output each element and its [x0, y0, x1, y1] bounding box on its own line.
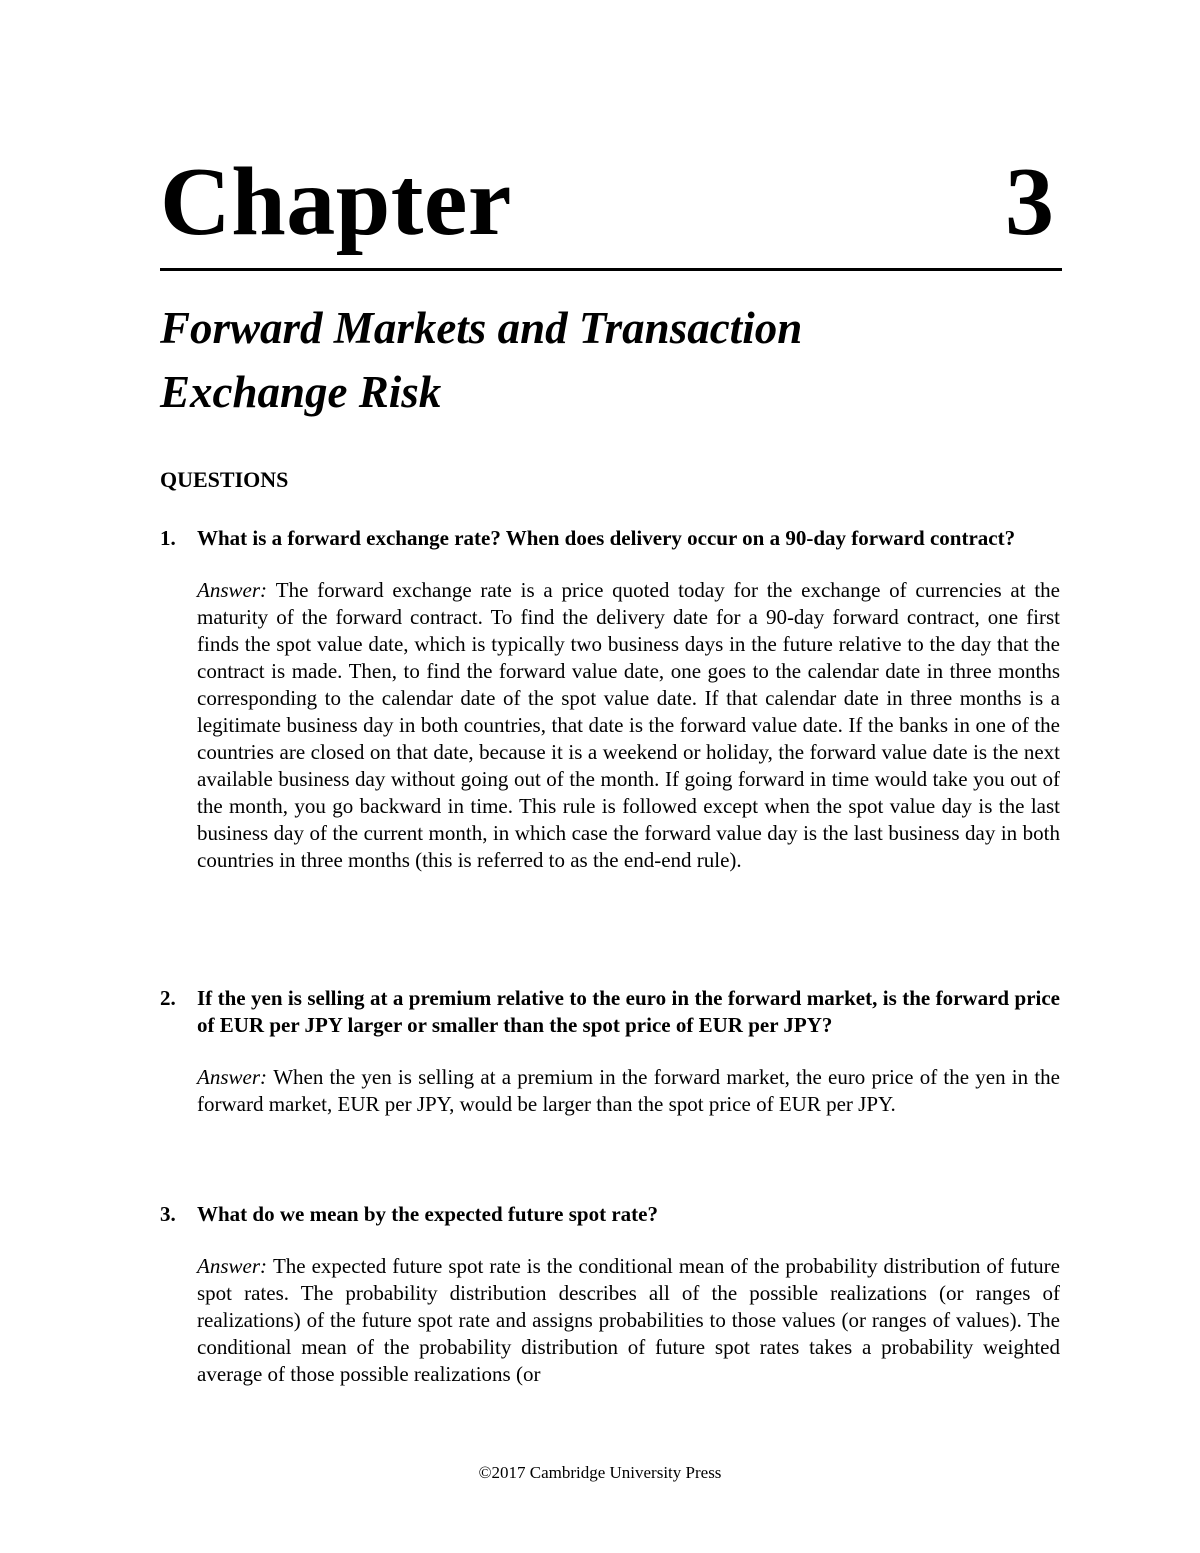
- question: [160, 1201, 1060, 1228]
- answer-text: The forward exchange rate is a price quoted today for the exchange of currencies at the maturity of the forward contract. To find the delivery date for a 90-day forward contract, one first finds the spot value date, which is typically two business days in the future relative to the day that the contract is made. Then, to find the forward value date, one goes to the calendar date in three months corresponding to the calendar date of the spot value date. If that calendar date in three months is a legitimate business day in both countries, that date is the forward value date. If the banks in one of the countries are closed on that date, because it is a weekend or holiday, the forward value date is the next available business day without going out of the month. If going forward in time would take you out of the month, you go backward in time. This rule is followed except when the spot value day is the last business day of the current month, in which case the forward value day is the last business day in both countries in three months (this is referred to as the end-end rule).: [197, 578, 1060, 872]
- question-text: What do we mean by the expected future spot rate?: [197, 1202, 658, 1226]
- chapter-title-line: Exchange Risk: [160, 367, 442, 417]
- question-number: 1.: [160, 526, 176, 550]
- question-number: 2.: [160, 986, 176, 1010]
- answer: [160, 1064, 1060, 1118]
- question-text: If the yen is selling at a premium relative to the euro in the forward market, is the forward price of EUR per JPY larger or smaller than the spot price of EUR per JPY?: [197, 986, 1060, 1037]
- chapter-label: Chapter: [160, 148, 512, 256]
- page-footer: ©2017 Cambridge University Press: [478, 1463, 722, 1482]
- section-heading: QUESTIONS: [160, 467, 289, 492]
- chapter-title-line: Forward Markets and Transaction: [160, 303, 803, 353]
- answer-label: Answer:: [197, 1065, 274, 1089]
- question-block: [160, 1201, 1060, 1388]
- question-text: What is a forward exchange rate? When does delivery occur on a 90-day forward contract?: [197, 526, 1016, 550]
- answer-text: When the yen is selling at a premium in the forward market, the euro price of the yen in the forward market, EUR per JPY, would be larger than the spot price of EUR per JPY.: [197, 1065, 1060, 1116]
- question-block: [160, 985, 1060, 1118]
- question: [160, 985, 1060, 1039]
- answer: [160, 577, 1060, 874]
- answer-label: Answer:: [197, 578, 276, 602]
- chapter-number: 3: [1005, 148, 1054, 256]
- chapter-title: [160, 296, 1060, 424]
- answer: [160, 1253, 1060, 1388]
- answer-text: The expected future spot rate is the conditional mean of the probability distribution of future spot rates. The probability distribution describes all of the possible realizations (or ranges of realizations) of the future spot rate and assigns probabilities to those values (or ranges of values). The conditional mean of the probability distribution of future spot rates takes a probability weighted average of those possible realizations (or: [197, 1254, 1060, 1386]
- answer-label: Answer:: [197, 1254, 273, 1278]
- question-number: 3.: [160, 1202, 176, 1226]
- question-block: [160, 525, 1060, 874]
- chapter-header: [160, 150, 1062, 271]
- question: [160, 525, 1060, 552]
